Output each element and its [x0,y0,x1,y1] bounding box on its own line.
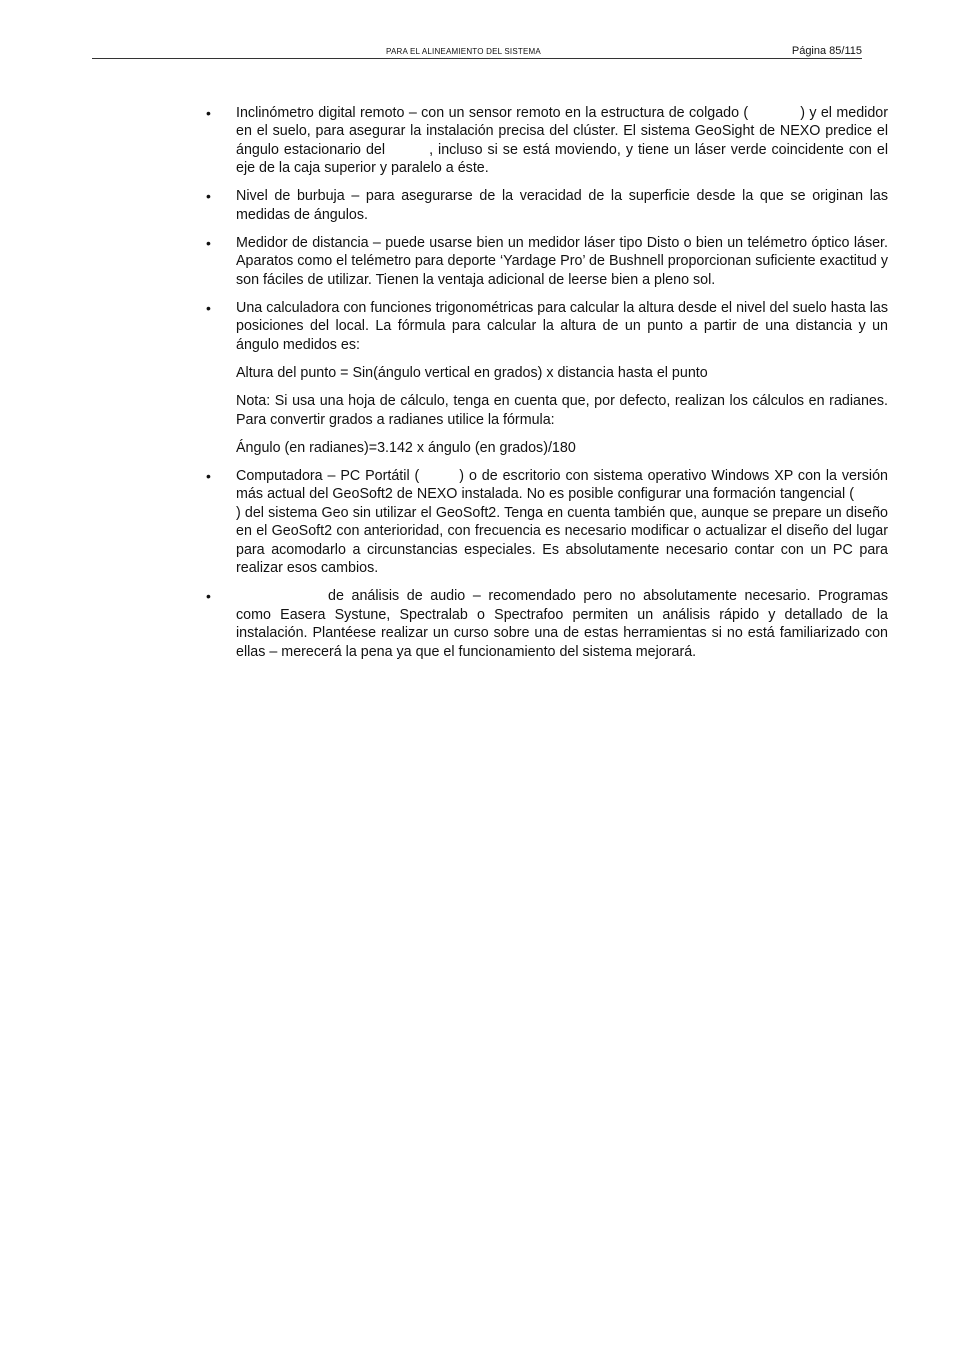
note-paragraph: Nota: Si usa una hoja de cálculo, tenga en cuenta que, por defecto, realizan los cálculos en radianes. Para convertir grados a radianes utilice la fórmula: [236,393,888,428]
header-title: PARA EL ALINEAMIENTO DEL SISTEMA [386,47,541,56]
text-segment: de análisis de audio – recomendado pero no absolutamente necesario. Programas como Easera Systune, Spectralab o Spectrafoo permiten un análisis rápido y detallado de la instalación. Plantéese realizar un curso sobre una de estas herramientas si no está familiarizado con ellas – merecerá la pena ya que el funcionamiento del sistema mejorará. [236,588,888,660]
bullet-glyph: • [206,468,211,485]
paragraph [236,587,888,661]
list-item-calculator [206,299,888,457]
text-segment: Computadora – PC Portátil ( [236,468,420,485]
list-item-computer [206,467,888,577]
bullet-glyph: • [206,588,211,605]
bullet-list [206,104,888,671]
list-item-bubble-level [206,187,888,224]
paragraph [236,467,888,577]
page-header [92,44,862,59]
bullet-glyph: • [206,188,211,205]
text-segment: Inclinómetro digital remoto – con un sensor remoto en la estructura de colgado ( [236,105,749,121]
text-segment: , incluso si se está moviendo, y tiene un láser verde coincidente con el eje de la caja superior y paralelo a éste. [236,141,888,177]
formula-height: Altura del punto = Sin(ángulo vertical en grados) x distancia hasta el punto [236,365,708,382]
list-item-distance-meter [206,234,888,289]
page-number: Página 85/115 [791,45,862,57]
paragraph: Una calculadora con funciones trigonométricas para calcular la altura desde el nivel del suelo hasta las posiciones del local. La fórmula para calcular la altura de un punto a partir de una distancia y un ángulo medidos es: [236,300,888,353]
formula-radians: Ángulo (en radianes)=3.142 x ángulo (en grados)/180 [236,439,576,456]
list-item-inclinometer [206,104,888,178]
text-segment: ) o de escritorio con sistema operativo Windows XP con la versión más actual del GeoSoft2 de NEXO instalada. No es posible configurar una formación tangencial ( [236,468,888,503]
bullet-glyph: • [206,235,211,252]
bullet-glyph: • [206,300,211,317]
text-segment: ) del sistema Geo sin utilizar el GeoSoft2. Tenga en cuenta también que, aunque se prepare un diseño en el GeoSoft2 con anterioridad, con frecuencia es necesario modificar o actualizar el diseño del lugar para acomodarlo a circunstancias especiales. Es absolutamente necesario contar con un PC para realizar esos cambios. [236,504,888,577]
bullet-glyph: • [206,105,211,121]
paragraph: Medidor de distancia – puede usarse bien un medidor láser tipo Disto o bien un telémetro óptico láser. Aparatos como el telémetro para deporte ‘Yardage Pro’ de Bushnell proporcionan suficiente exactitud y son fáciles de utilizar. Tienen la ventaja adicional de leerse bien a pleno sol. [236,235,888,288]
paragraph [236,104,888,178]
paragraph: Nivel de burbuja – para asegurarse de la veracidad de la superficie desde la que se originan las medidas de ángulos. [236,188,888,223]
list-item-audio-analysis [206,587,888,661]
text-segment: ) y el medidor en el suelo, para asegurar la instalación precisa del clúster. El sistema GeoSight de NEXO predice el ángulo estacionario del [236,105,888,158]
